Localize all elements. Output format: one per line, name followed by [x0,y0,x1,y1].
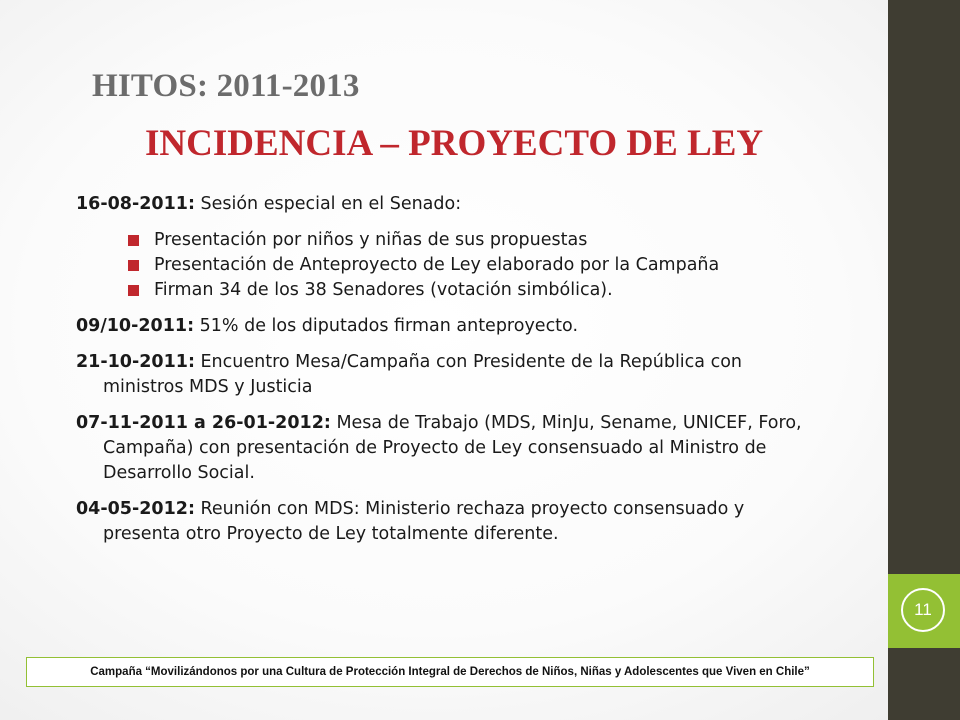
milestone-text: Mesa de Trabajo (MDS, MinJu, Sename, UNICEF, Foro, Campaña) con presentación de Proyecto de Ley consensuado al Ministro de Desarrollo Social. [103,413,802,483]
campaign-footer [26,657,874,687]
slide-subtitle: INCIDENCIA – PROYECTO DE LEY [145,123,764,164]
milestone-bullets [76,228,816,303]
milestone-date: 09/10-2011: [76,316,195,336]
milestone-entry [76,497,816,547]
bullet-item [76,253,816,278]
milestone-text: Reunión con MDS: Ministerio rechaza proyecto consensuado y presenta otro Proyecto de Ley totalmente diferente. [103,499,745,544]
milestone-date: 21-10-2011: [76,352,195,372]
milestone-date: 07-11-2011 a 26-01-2012: [76,413,331,433]
milestone-entry [76,411,816,486]
milestone-text: Sesión especial en el Senado: [194,194,462,214]
bullet-item [76,278,816,303]
square-bullet-icon [128,235,139,246]
footer-text: Campaña “Movilizándonos por una Cultura de Protección Integral de Derechos de Niños, Niñas y Adolescentes que Viven en Chile” [90,666,810,678]
milestone-date: 04-05-2012: [76,499,195,519]
milestone-text: 51% de los diputados firman anteproyecto. [194,316,579,336]
milestone-entry [76,192,816,217]
bullet-text: Presentación de Anteproyecto de Ley elaborado por la Campaña [154,255,720,275]
square-bullet-icon [128,260,139,271]
milestone-entry [76,350,816,400]
page-number: 11 [901,588,945,632]
bullet-text: Presentación por niños y niñas de sus propuestas [154,230,588,250]
milestone-date: 16-08-2011: [76,194,195,214]
bullet-item [76,228,816,253]
square-bullet-icon [128,285,139,296]
milestones-list [76,192,816,558]
milestone-entry [76,314,816,339]
milestone-text: Encuentro Mesa/Campaña con Presidente de la República con ministros MDS y Justicia [103,352,742,397]
slide-title: HITOS: 2011-2013 [92,68,360,104]
bullet-text: Firman 34 de los 38 Senadores (votación simbólica). [154,280,613,300]
